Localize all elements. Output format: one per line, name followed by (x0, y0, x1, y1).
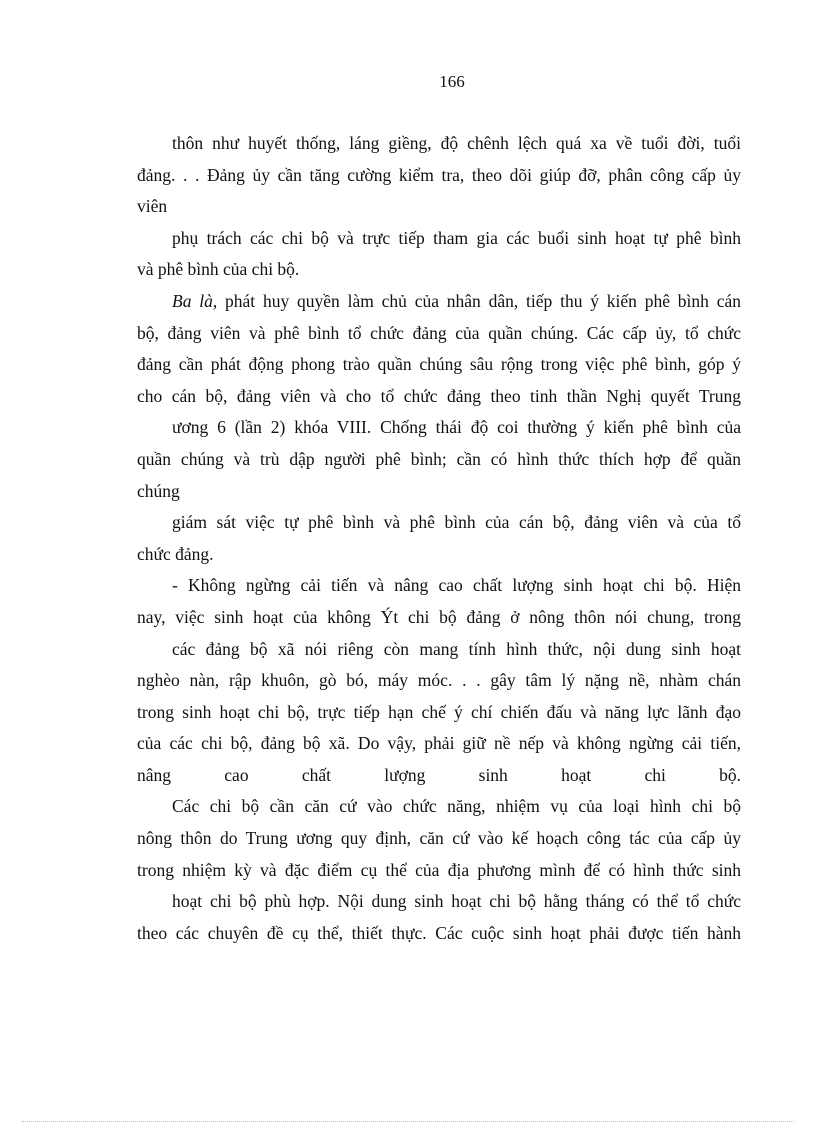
text-line: nâng cao chất lượng sinh hoạt chi bộ. (137, 764, 741, 785)
text-line: nay, việc sinh hoạt của không Ýt chi bộ đảng ở nông thôn nói chung, trong (137, 606, 741, 627)
text-line: hoạt chi bộ phù hợp. Nội dung sinh hoạt chi bộ hằng tháng có thể tổ chức (172, 891, 741, 912)
text-line: đảng. . . Đảng ủy cần tăng cường kiểm tra, theo dõi giúp đỡ, phân công cấp ủy (137, 164, 741, 185)
text-line: chức đảng. (137, 543, 214, 564)
text-line: nông thôn do Trung ương quy định, căn cứ vào kế hoạch công tác của cấp ủy (137, 828, 741, 849)
text-line: quần chúng và trù dập người phê bình; cần có hình thức thích hợp để quần (137, 448, 741, 469)
text-line: chúng (137, 480, 180, 501)
text-line: - Không ngừng cải tiến và nâng cao chất lượng sinh hoạt chi bộ. Hiện (172, 575, 741, 596)
text-line: viên (137, 196, 168, 217)
text-line: bộ, đảng viên và phê bình tổ chức đảng của quần chúng. Các cấp ủy, tổ chức (137, 322, 741, 343)
italic-lead: Ba là, (172, 290, 218, 311)
text-line: trong nhiệm kỳ và đặc điểm cụ thể của địa phương mình để có hình thức sinh (137, 859, 741, 880)
line-text: phát huy quyền làm chủ của nhân dân, tiếp thu ý kiến phê bình cán (217, 290, 741, 311)
text-line: nghèo nàn, rập khuôn, gò bó, máy móc. . . gây tâm lý nặng nề, nhàm chán (137, 670, 741, 691)
footer-divider (22, 1121, 794, 1122)
text-line: các đảng bộ xã nói riêng còn mang tính hình thức, nội dung sinh hoạt (172, 638, 741, 659)
text-line: và phê bình của chi bộ. (137, 259, 300, 280)
page-number: 166 (439, 72, 465, 91)
text-line: trong sinh hoạt chi bộ, trực tiếp hạn chế ý chí chiến đấu và năng lực lãnh đạo (137, 701, 741, 722)
body-text (137, 128, 741, 949)
text-line: theo các chuyên đề cụ thể, thiết thực. Các cuộc sinh hoạt phải được tiến hành (137, 922, 741, 943)
text-line: giám sát việc tự phê bình và phê bình của cán bộ, đảng viên và của tổ (172, 512, 741, 533)
text-line (137, 286, 741, 318)
text-line: đảng cần phát động phong trào quần chúng sâu rộng trong việc phê bình, góp ý (137, 354, 741, 375)
text-line: ương 6 (lần 2) khóa VIII. Chống thái độ coi thường ý kiến phê bình của (172, 417, 741, 438)
text-line: Các chi bộ cần căn cứ vào chức năng, nhiệm vụ của loại hình chi bộ (172, 796, 741, 817)
text-line: thôn như huyết thống, láng giềng, độ chênh lệch quá xa về tuổi đời, tuổi (172, 133, 741, 153)
text-line: phụ trách các chi bộ và trực tiếp tham gia các buổi sinh hoạt tự phê bình (172, 227, 741, 248)
text-line: của các chi bộ, đảng bộ xã. Do vậy, phải giữ nề nếp và không ngừng cải tiến, (137, 733, 741, 754)
text-line: cho cán bộ, đảng viên và cho tổ chức đảng theo tinh thần Nghị quyết Trung (137, 385, 741, 406)
